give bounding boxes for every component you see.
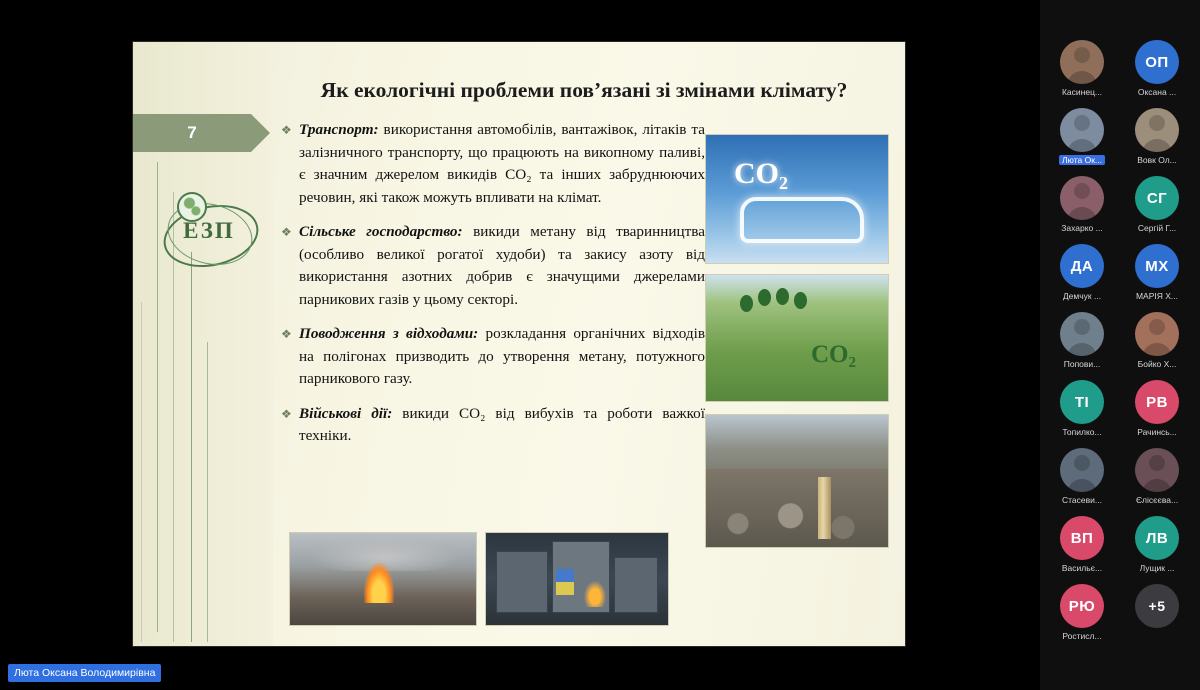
avatar-head-shape — [1074, 319, 1090, 335]
participant-name: МАРІЯ Х... — [1135, 291, 1179, 301]
avatar — [1135, 448, 1179, 492]
avatar-initials: ТІ — [1074, 393, 1090, 411]
bullet-rest: розкладання органічних відходів на полігонах призводить до утворення метану, потужного парникового газу. — [299, 325, 705, 388]
avatar — [1060, 244, 1104, 288]
participant-tile[interactable] — [1123, 312, 1191, 374]
avatar-head-shape — [1074, 47, 1090, 63]
bullet-marker-icon: ❖ — [281, 327, 292, 342]
bullet-rest: використання автомобілів, вантажівок, літаків та залізничного транспорту, що працюють на викопному паливі, є значним джерелом викидів СО₂ та інших забруднюючих речовин, які також можуть впливати на клімат. — [299, 121, 705, 206]
avatar — [1135, 40, 1179, 84]
participant-tile[interactable] — [1048, 312, 1116, 374]
ruined-building-photo — [485, 532, 669, 626]
participant-tile[interactable] — [1123, 244, 1191, 306]
co2-field-footprint-photo — [705, 274, 889, 402]
participant-name: Люта Ок... — [1059, 155, 1105, 165]
co2-clouds-photo — [705, 134, 889, 264]
slide-title: Як екологічні проблеми пов’язані зі змінами клімату? — [320, 78, 848, 102]
avatar — [1135, 108, 1179, 152]
building-shape — [496, 551, 548, 613]
participant-name: Рачинсь... — [1137, 427, 1177, 437]
grass-blade-icon — [207, 342, 254, 642]
avatar-head-shape — [1074, 183, 1090, 199]
footprint-co2-label: CO₂ — [811, 341, 856, 368]
avatar-initials: РЮ — [1068, 597, 1096, 615]
participant-tile[interactable] — [1123, 448, 1191, 510]
avatar — [1060, 516, 1104, 560]
participant-tile[interactable] — [1048, 448, 1116, 510]
avatar-initials: ОП — [1145, 53, 1169, 71]
participant-name: Васильє... — [1061, 563, 1103, 573]
avatar-initials: СГ — [1146, 189, 1168, 207]
bullet-rest: викиди СО₂ від вибухів та роботи важкої техніки. — [299, 404, 705, 445]
bullet-marker-icon: ❖ — [281, 225, 292, 240]
active-speaker-name-chip: Люта Оксана Володимирівна — [8, 664, 161, 682]
bullet-marker-icon: ❖ — [281, 406, 292, 421]
footprint-toe-icon — [794, 292, 807, 309]
avatar-initials: РВ — [1146, 393, 1168, 411]
bullet-marker-icon: ❖ — [281, 123, 292, 138]
participant-name: Попови... — [1063, 359, 1101, 369]
waste-pile-shape — [705, 469, 889, 547]
participant-name: Захарко ... — [1061, 223, 1103, 233]
avatar-initials: ЛВ — [1145, 529, 1169, 547]
participant-tile[interactable] — [1123, 108, 1191, 170]
bullet-body — [299, 323, 705, 391]
bullet-body — [299, 403, 705, 448]
participant-tile[interactable] — [1123, 176, 1191, 238]
more-participants-count: +5 — [1148, 598, 1166, 614]
participant-name: Сергій Г... — [1137, 223, 1177, 233]
participant-name: Демчук ... — [1062, 291, 1102, 301]
bullet-rest: викиди метану від тваринництва (особливо великої рогатої худоби) та закису азоту від використання азотних добрив є значущими джерелами парникових газів у цьому секторі. — [299, 223, 705, 308]
avatar-initials: ВП — [1070, 529, 1094, 547]
participant-name: Лущик ... — [1139, 563, 1175, 573]
avatar-head-shape — [1149, 319, 1165, 335]
list-item — [281, 403, 705, 448]
slide-bullet-list — [281, 119, 705, 448]
participant-tile[interactable] — [1048, 176, 1116, 238]
avatar — [1135, 380, 1179, 424]
co2-cloud-label: CO₂ — [734, 157, 788, 190]
avatar-head-shape — [1149, 115, 1165, 131]
list-item — [281, 323, 705, 391]
car-outline-icon — [740, 197, 864, 243]
footprint-toe-icon — [776, 288, 789, 305]
presentation-slide[interactable] — [133, 42, 905, 646]
participant-tile[interactable] — [1123, 40, 1191, 102]
avatar — [1135, 312, 1179, 356]
slide-number-label: 7 — [187, 123, 197, 142]
participant-tile[interactable] — [1048, 380, 1116, 442]
bullet-body — [299, 119, 705, 209]
participant-tile[interactable] — [1048, 108, 1116, 170]
avatar-head-shape — [1074, 115, 1090, 131]
avatar — [1135, 176, 1179, 220]
participant-name: Бойко Х... — [1137, 359, 1177, 369]
flag-mural-shape — [556, 569, 574, 595]
flame-shape — [364, 563, 394, 603]
landfill-photo — [705, 414, 889, 548]
participant-name: Єлісєєва... — [1135, 495, 1179, 505]
bullet-lead: Поводження з відходами: — [299, 325, 479, 343]
participant-name: Оксана ... — [1137, 87, 1177, 97]
participant-tiles-grid — [1040, 40, 1200, 646]
bullet-lead: Військові дії: — [299, 404, 393, 422]
organization-logo — [163, 192, 255, 276]
avatar — [1060, 380, 1104, 424]
avatar-head-shape — [1074, 455, 1090, 471]
avatar — [1060, 108, 1104, 152]
avatar — [1135, 516, 1179, 560]
list-item — [281, 119, 705, 209]
slide-number-badge — [133, 114, 251, 152]
avatar — [1060, 40, 1104, 84]
avatar — [1060, 448, 1104, 492]
participant-name: Ростисл... — [1062, 631, 1102, 641]
list-item — [281, 221, 705, 311]
avatar-initials: МХ — [1145, 257, 1169, 275]
avatar-initials: ДА — [1070, 257, 1094, 275]
footprint-toe-icon — [758, 289, 771, 306]
building-shape — [614, 557, 658, 613]
fire-destruction-photo — [289, 532, 477, 626]
participant-tile[interactable] — [1048, 244, 1116, 306]
avatar — [1135, 584, 1179, 628]
participant-name: Касинец... — [1061, 87, 1103, 97]
participant-tile[interactable] — [1123, 516, 1191, 578]
bullet-lead: Транспорт: — [299, 121, 379, 139]
bullet-lead: Сільське господарство: — [299, 223, 463, 241]
participant-tile[interactable] — [1048, 40, 1116, 102]
avatar — [1135, 244, 1179, 288]
footprint-toe-icon — [740, 295, 753, 312]
avatar-head-shape — [1149, 455, 1165, 471]
participant-name: Вовк Ол... — [1137, 155, 1177, 165]
avatar — [1060, 312, 1104, 356]
participants-rail[interactable] — [1040, 0, 1200, 690]
participant-tile[interactable] — [1048, 516, 1116, 578]
avatar — [1060, 176, 1104, 220]
participant-tile[interactable] — [1048, 584, 1116, 646]
participant-name: Топилко... — [1062, 427, 1102, 437]
participant-tile[interactable] — [1123, 380, 1191, 442]
bullet-body — [299, 221, 705, 311]
participant-name: Стасеви... — [1062, 495, 1102, 505]
more-participants-tile[interactable] — [1123, 584, 1191, 646]
landfill-pipe-shape — [818, 477, 831, 539]
avatar — [1060, 584, 1104, 628]
logo-text: ЕЗП — [183, 218, 235, 243]
fire-glow-shape — [584, 581, 606, 607]
